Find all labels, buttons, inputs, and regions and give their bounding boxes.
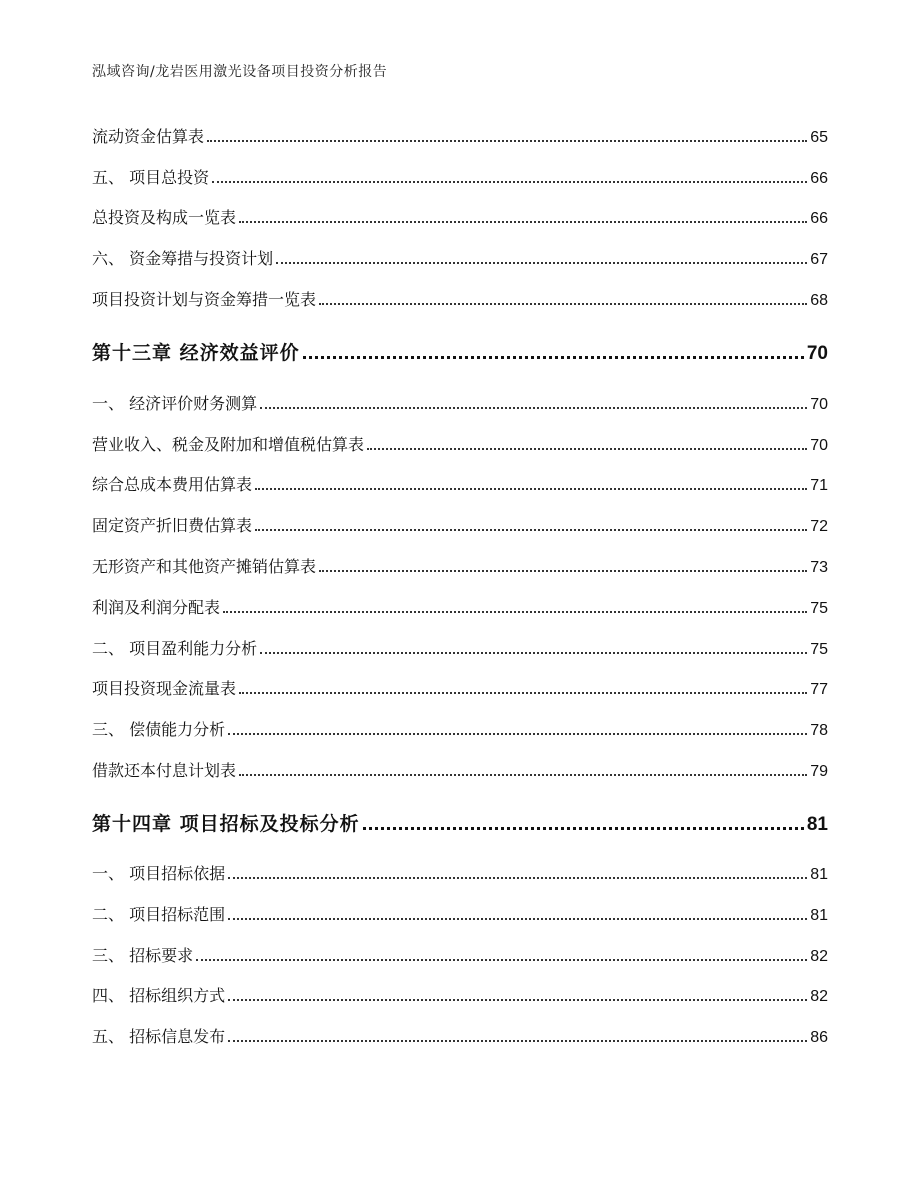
toc-entry-title: 四、 招标组织方式 <box>92 986 226 1005</box>
toc-entry[interactable] <box>92 432 828 455</box>
toc-entry-title: 综合总成本费用估算表 <box>92 475 253 494</box>
toc-entry[interactable] <box>92 287 828 310</box>
toc-leader-dots <box>228 877 807 879</box>
toc-entry-page: 79 <box>810 763 828 780</box>
toc-leader-dots <box>228 733 807 735</box>
toc-entry-page: 82 <box>810 988 828 1005</box>
toc-entry[interactable] <box>92 513 828 536</box>
toc-entry-page: 86 <box>810 1029 828 1046</box>
toc-entry-title: 五、 招标信息发布 <box>92 1027 226 1046</box>
toc-leader-dots <box>239 774 807 776</box>
toc-chapter-page: 81 <box>806 814 828 835</box>
toc-entry[interactable] <box>92 902 828 925</box>
toc-chapter-title: 第十四章 项目招标及投标分析 <box>92 813 360 835</box>
toc-entry-page: 77 <box>810 681 828 698</box>
header-rule <box>90 87 830 88</box>
toc-leader-dots <box>207 140 807 142</box>
toc-leader-dots <box>239 692 807 694</box>
toc-leader-dots <box>228 999 807 1001</box>
toc-entry[interactable] <box>92 391 828 414</box>
toc-entry[interactable] <box>92 636 828 659</box>
toc-chapter-entry[interactable] <box>92 338 828 365</box>
running-header: 泓域咨询/龙岩医用激光设备项目投资分析报告 <box>92 64 388 80</box>
toc-leader-dots <box>212 181 807 183</box>
toc-leader-dots <box>239 221 807 223</box>
toc-leader-dots <box>260 652 807 654</box>
toc-entry[interactable] <box>92 717 828 740</box>
toc-entry[interactable] <box>92 595 828 618</box>
toc-leader-dots <box>303 356 804 359</box>
toc-entry-title: 三、 偿债能力分析 <box>92 720 226 739</box>
toc-entry-page: 71 <box>810 477 828 494</box>
toc-entry-title: 二、 项目盈利能力分析 <box>92 639 258 658</box>
toc-entry-page: 78 <box>810 722 828 739</box>
toc-entry-page: 67 <box>810 251 828 268</box>
toc-entry-title: 营业收入、税金及附加和增值税估算表 <box>92 435 365 454</box>
toc-leader-dots <box>228 1040 807 1042</box>
toc-entry[interactable] <box>92 124 828 147</box>
toc-leader-dots <box>255 488 807 490</box>
toc-entry[interactable] <box>92 943 828 966</box>
toc-entry[interactable] <box>92 758 828 781</box>
toc-entry-title: 总投资及构成一览表 <box>92 208 237 227</box>
toc-entry-title: 一、 项目招标依据 <box>92 864 226 883</box>
toc-entry-page: 72 <box>810 518 828 535</box>
toc-entry-page: 66 <box>810 170 828 187</box>
toc-entry-title: 项目投资现金流量表 <box>92 679 237 698</box>
toc-leader-dots <box>223 611 807 613</box>
toc-entry[interactable] <box>92 983 828 1006</box>
toc-entry-page: 68 <box>810 292 828 309</box>
toc-leader-dots <box>228 918 807 920</box>
toc-leader-dots <box>319 303 807 305</box>
toc-entry-title: 流动资金估算表 <box>92 127 205 146</box>
toc-entry-page: 81 <box>810 907 828 924</box>
toc-entry[interactable] <box>92 1024 828 1047</box>
toc-entry[interactable] <box>92 676 828 699</box>
toc-entry[interactable] <box>92 861 828 884</box>
toc-leader-dots <box>276 262 807 264</box>
toc-entry-title: 六、 资金筹措与投资计划 <box>92 249 274 268</box>
toc-entry-page: 82 <box>810 948 828 965</box>
toc-entry-page: 65 <box>810 129 828 146</box>
toc-leader-dots <box>363 827 804 830</box>
toc-leader-dots <box>260 407 807 409</box>
toc-leader-dots <box>319 570 807 572</box>
toc-entry-title: 三、 招标要求 <box>92 946 194 965</box>
toc-leader-dots <box>367 448 807 450</box>
toc-entry-title: 项目投资计划与资金筹措一览表 <box>92 290 317 309</box>
toc-chapter-page: 70 <box>806 343 828 364</box>
toc-entry[interactable] <box>92 165 828 188</box>
toc-entry-page: 70 <box>810 396 828 413</box>
toc-entry[interactable] <box>92 246 828 269</box>
toc-chapter-title: 第十三章 经济效益评价 <box>92 342 300 364</box>
toc-entry[interactable] <box>92 472 828 495</box>
toc-leader-dots <box>255 529 807 531</box>
toc-entry-page: 70 <box>810 437 828 454</box>
toc-entry-title: 固定资产折旧费估算表 <box>92 516 253 535</box>
toc-entry-page: 73 <box>810 559 828 576</box>
toc-entry-page: 75 <box>810 600 828 617</box>
toc-entry-page: 75 <box>810 641 828 658</box>
toc-entry-title: 二、 项目招标范围 <box>92 905 226 924</box>
toc-entry[interactable] <box>92 205 828 228</box>
toc-entry[interactable] <box>92 554 828 577</box>
toc-entry-title: 无形资产和其他资产摊销估算表 <box>92 557 317 576</box>
toc-entry-title: 五、 项目总投资 <box>92 168 210 187</box>
toc-entry-page: 81 <box>810 866 828 883</box>
toc-entry-page: 66 <box>810 210 828 227</box>
toc-entry-title: 借款还本付息计划表 <box>92 761 237 780</box>
toc-entry-title: 一、 经济评价财务测算 <box>92 394 258 413</box>
toc-leader-dots <box>196 959 807 961</box>
toc-chapter-entry[interactable] <box>92 809 828 836</box>
toc-entry-title: 利润及利润分配表 <box>92 598 221 617</box>
